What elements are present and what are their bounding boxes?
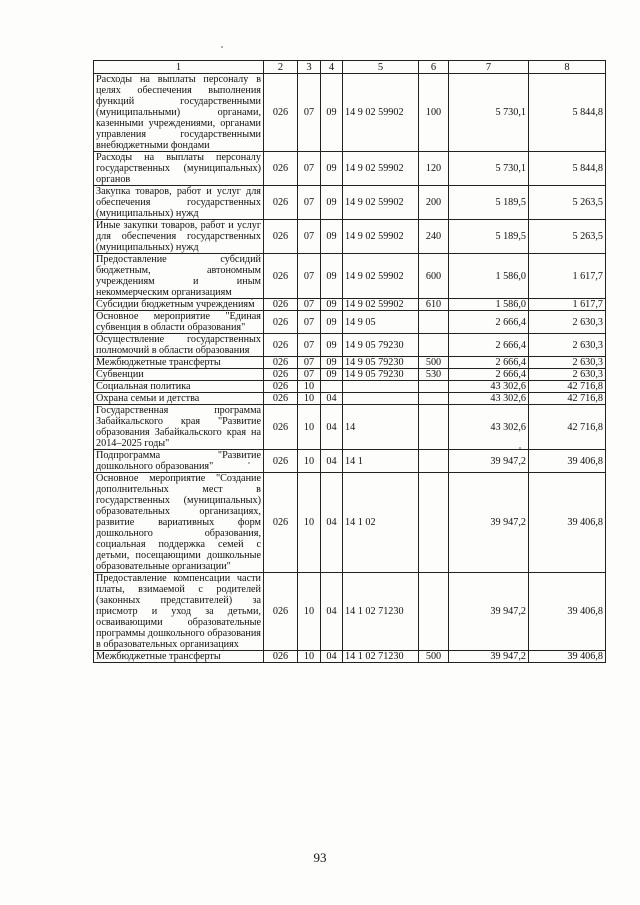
row-subsection-cell: 09 <box>321 369 343 381</box>
row-target-article-cell: 14 1 02 <box>343 473 419 573</box>
row-amount-year1-cell: 43 302,6 <box>449 393 529 405</box>
row-target-article-cell: 14 9 02 59902 <box>343 152 419 186</box>
row-expense-type-cell <box>419 334 449 357</box>
row-subsection-cell: 04 <box>321 473 343 573</box>
row-expense-type-cell <box>419 573 449 651</box>
row-admin-code-cell: 026 <box>264 651 298 663</box>
row-section-cell: 07 <box>298 254 321 299</box>
row-expense-type-cell <box>419 311 449 334</box>
row-admin-code-cell: 026 <box>264 450 298 473</box>
table-row <box>94 393 606 405</box>
row-subsection-cell: 09 <box>321 334 343 357</box>
row-target-article-cell: 14 9 05 79230 <box>343 369 419 381</box>
header-cell-7: 7 <box>449 61 529 74</box>
table-row <box>94 573 606 651</box>
header-cell-2: 2 <box>264 61 298 74</box>
table-row <box>94 334 606 357</box>
row-amount-year2-cell: 39 406,8 <box>529 473 606 573</box>
row-amount-year1-cell: 39 947,2 <box>449 450 529 473</box>
row-amount-year1-cell: 1 586,0 <box>449 299 529 311</box>
row-subsection-cell: 09 <box>321 311 343 334</box>
header-cell-3: 3 <box>298 61 321 74</box>
row-section-cell: 07 <box>298 369 321 381</box>
row-amount-year2-cell: 1 617,7 <box>529 299 606 311</box>
row-target-article-cell: 14 9 05 79230 <box>343 334 419 357</box>
row-target-article-cell <box>343 381 419 393</box>
row-section-cell: 07 <box>298 299 321 311</box>
row-admin-code-cell: 026 <box>264 299 298 311</box>
row-admin-code-cell: 026 <box>264 381 298 393</box>
row-name-cell: Социальная политика <box>94 381 264 393</box>
row-admin-code-cell: 026 <box>264 473 298 573</box>
row-name-cell: Субсидии бюджетным учреждениям <box>94 299 264 311</box>
table-row <box>94 473 606 573</box>
row-name-cell: Расходы на выплаты персоналу в целях обеспечения выполнения функций государственными (муниципальными) органами, казенными учреждениями, органами управления государственными внебюджетными фондами <box>94 74 264 152</box>
row-subsection-cell: 09 <box>321 152 343 186</box>
row-name-cell: Иные закупки товаров, работ и услуг для обеспечения государственных (муниципальных) нужд <box>94 220 264 254</box>
row-target-article-cell: 14 9 02 59902 <box>343 254 419 299</box>
row-expense-type-cell <box>419 393 449 405</box>
row-section-cell: 10 <box>298 405 321 450</box>
row-subsection-cell: 04 <box>321 573 343 651</box>
row-amount-year1-cell: 43 302,6 <box>449 405 529 450</box>
row-name-cell: Основное мероприятие "Создание дополнительных мест в государственных (муниципальных) образовательных организациях, развитие вариативных форм дошкольного образования, социальная поддержка семей с детьми, посещающими дошкольные образовательные организации" <box>94 473 264 573</box>
row-section-cell: 10 <box>298 381 321 393</box>
row-name-cell: Расходы на выплаты персоналу государственных (муниципальных) органов <box>94 152 264 186</box>
table-row <box>94 299 606 311</box>
table-row <box>94 186 606 220</box>
row-amount-year2-cell: 5 844,8 <box>529 74 606 152</box>
row-amount-year2-cell: 39 406,8 <box>529 573 606 651</box>
row-admin-code-cell: 026 <box>264 393 298 405</box>
budget-table <box>93 60 606 663</box>
row-name-cell: Охрана семьи и детства <box>94 393 264 405</box>
row-admin-code-cell: 026 <box>264 334 298 357</box>
row-admin-code-cell: 026 <box>264 74 298 152</box>
row-expense-type-cell <box>419 405 449 450</box>
row-amount-year2-cell: 2 630,3 <box>529 357 606 369</box>
row-target-article-cell: 14 9 05 <box>343 311 419 334</box>
row-expense-type-cell: 120 <box>419 152 449 186</box>
row-subsection-cell <box>321 381 343 393</box>
row-expense-type-cell <box>419 381 449 393</box>
row-target-article-cell: 14 <box>343 405 419 450</box>
row-amount-year1-cell: 39 947,2 <box>449 473 529 573</box>
row-target-article-cell: 14 1 <box>343 450 419 473</box>
row-name-cell: Осуществление государственных полномочий в области образования <box>94 334 264 357</box>
row-expense-type-cell: 500 <box>419 651 449 663</box>
row-expense-type-cell <box>419 473 449 573</box>
row-expense-type-cell <box>419 450 449 473</box>
row-name-cell: Подпрограмма "Развитие дошкольного образования" <box>94 450 264 473</box>
row-amount-year2-cell: 2 630,3 <box>529 334 606 357</box>
row-expense-type-cell: 500 <box>419 357 449 369</box>
row-amount-year2-cell: 42 716,8 <box>529 381 606 393</box>
row-amount-year1-cell: 5 189,5 <box>449 186 529 220</box>
row-name-cell: Закупка товаров, работ и услуг для обеспечения государственных (муниципальных) нужд <box>94 186 264 220</box>
row-admin-code-cell: 026 <box>264 573 298 651</box>
row-amount-year1-cell: 39 947,2 <box>449 573 529 651</box>
row-admin-code-cell: 026 <box>264 311 298 334</box>
row-subsection-cell: 04 <box>321 393 343 405</box>
row-expense-type-cell: 240 <box>419 220 449 254</box>
row-amount-year2-cell: 5 844,8 <box>529 152 606 186</box>
row-section-cell: 07 <box>298 311 321 334</box>
row-admin-code-cell: 026 <box>264 152 298 186</box>
row-amount-year2-cell: 39 406,8 <box>529 450 606 473</box>
table-row <box>94 369 606 381</box>
row-admin-code-cell: 026 <box>264 369 298 381</box>
table-row <box>94 254 606 299</box>
table-row <box>94 220 606 254</box>
page-number: 93 <box>313 850 327 865</box>
table-row <box>94 651 606 663</box>
row-amount-year1-cell: 43 302,6 <box>449 381 529 393</box>
row-subsection-cell: 09 <box>321 357 343 369</box>
row-amount-year2-cell: 5 263,5 <box>529 220 606 254</box>
row-name-cell: Субвенции <box>94 369 264 381</box>
table-row <box>94 405 606 450</box>
row-admin-code-cell: 026 <box>264 357 298 369</box>
table-row <box>94 311 606 334</box>
row-subsection-cell: 09 <box>321 254 343 299</box>
row-amount-year1-cell: 2 666,4 <box>449 311 529 334</box>
row-section-cell: 07 <box>298 74 321 152</box>
row-expense-type-cell: 610 <box>419 299 449 311</box>
row-name-cell: Предоставление компенсации части платы, взимаемой с родителей (законных представителей) за присмотр и уход за детьми, осваивающими образовательные программы дошкольного образования в образовательных организациях <box>94 573 264 651</box>
row-target-article-cell: 14 1 02 71230 <box>343 651 419 663</box>
row-name-cell: Межбюджетные трансферты <box>94 357 264 369</box>
row-amount-year2-cell: 2 630,3 <box>529 311 606 334</box>
header-cell-4: 4 <box>321 61 343 74</box>
row-amount-year2-cell: 1 617,7 <box>529 254 606 299</box>
row-subsection-cell: 09 <box>321 186 343 220</box>
row-target-article-cell: 14 9 02 59902 <box>343 74 419 152</box>
row-target-article-cell: 14 9 02 59902 <box>343 299 419 311</box>
row-amount-year2-cell: 42 716,8 <box>529 393 606 405</box>
row-amount-year1-cell: 5 189,5 <box>449 220 529 254</box>
row-expense-type-cell: 100 <box>419 74 449 152</box>
row-amount-year1-cell: 1 586,0 <box>449 254 529 299</box>
row-name-cell: Предоставление субсидий бюджетным, автономным учреждениям и иным некоммерческим организациям <box>94 254 264 299</box>
row-amount-year1-cell: 2 666,4 <box>449 334 529 357</box>
row-admin-code-cell: 026 <box>264 254 298 299</box>
row-admin-code-cell: 026 <box>264 220 298 254</box>
row-subsection-cell: 09 <box>321 220 343 254</box>
row-subsection-cell: 04 <box>321 405 343 450</box>
table-row <box>94 381 606 393</box>
row-target-article-cell: 14 9 05 79230 <box>343 357 419 369</box>
row-section-cell: 07 <box>298 186 321 220</box>
table-body <box>94 74 606 663</box>
row-admin-code-cell: 026 <box>264 186 298 220</box>
row-name-cell: Основное мероприятие "Единая субвенция в области образования" <box>94 311 264 334</box>
header-cell-8: 8 <box>529 61 606 74</box>
table-row <box>94 74 606 152</box>
row-amount-year1-cell: 39 947,2 <box>449 651 529 663</box>
header-cell-5: 5 <box>343 61 419 74</box>
row-name-cell: Межбюджетные трансферты <box>94 651 264 663</box>
row-amount-year2-cell: 39 406,8 <box>529 651 606 663</box>
table-header-row <box>94 61 606 74</box>
row-target-article-cell: 14 9 02 59902 <box>343 220 419 254</box>
row-expense-type-cell: 530 <box>419 369 449 381</box>
row-section-cell: 10 <box>298 573 321 651</box>
row-amount-year2-cell: 5 263,5 <box>529 186 606 220</box>
row-target-article-cell <box>343 393 419 405</box>
row-subsection-cell: 04 <box>321 651 343 663</box>
row-amount-year1-cell: 5 730,1 <box>449 74 529 152</box>
table-row <box>94 357 606 369</box>
row-section-cell: 10 <box>298 393 321 405</box>
row-expense-type-cell: 600 <box>419 254 449 299</box>
row-admin-code-cell: 026 <box>264 405 298 450</box>
table-row <box>94 450 606 473</box>
row-section-cell: 10 <box>298 450 321 473</box>
row-amount-year1-cell: 2 666,4 <box>449 357 529 369</box>
row-target-article-cell: 14 9 02 59902 <box>343 186 419 220</box>
scan-speck <box>221 46 223 48</box>
row-amount-year1-cell: 2 666,4 <box>449 369 529 381</box>
row-expense-type-cell: 200 <box>419 186 449 220</box>
header-cell-6: 6 <box>419 61 449 74</box>
row-amount-year2-cell: 2 630,3 <box>529 369 606 381</box>
row-name-cell: Государственная программа Забайкальского края "Развитие образования Забайкальского края на 2014–2025 годы" <box>94 405 264 450</box>
row-section-cell: 10 <box>298 651 321 663</box>
row-section-cell: 07 <box>298 357 321 369</box>
row-section-cell: 07 <box>298 152 321 186</box>
row-section-cell: 07 <box>298 220 321 254</box>
row-amount-year1-cell: 5 730,1 <box>449 152 529 186</box>
row-section-cell: 07 <box>298 334 321 357</box>
table-row <box>94 152 606 186</box>
row-section-cell: 10 <box>298 473 321 573</box>
row-amount-year2-cell: 42 716,8 <box>529 405 606 450</box>
row-subsection-cell: 09 <box>321 299 343 311</box>
header-cell-1: 1 <box>94 61 264 74</box>
row-subsection-cell: 04 <box>321 450 343 473</box>
row-subsection-cell: 09 <box>321 74 343 152</box>
row-target-article-cell: 14 1 02 71230 <box>343 573 419 651</box>
